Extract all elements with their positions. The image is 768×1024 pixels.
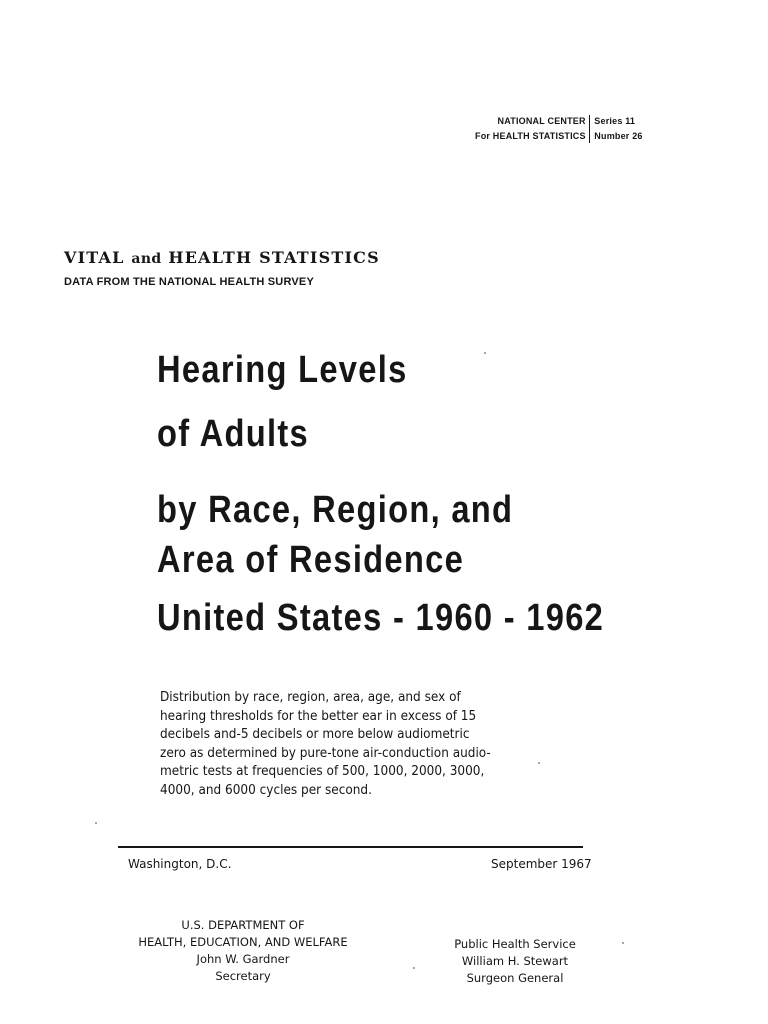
description-line: 4000, and 6000 cycles per second.: [160, 782, 372, 798]
masthead-health-statistics: HEALTH STATISTICS: [168, 248, 380, 267]
surgeon-general-title: Surgeon General: [466, 971, 564, 985]
department-line: U.S. DEPARTMENT OF: [181, 918, 305, 932]
publication-date: September 1967: [491, 857, 592, 871]
description: [160, 689, 540, 800]
description-line: zero as determined by pure-tone air-conduction audio-: [160, 745, 491, 761]
title-line-3: by Race, Region, and: [157, 489, 514, 531]
department-secretary-title: Secretary: [215, 969, 271, 983]
number-label: Number 26: [594, 131, 643, 141]
publisher-name: [475, 114, 589, 144]
department-secretary-name: John W. Gardner: [196, 952, 290, 966]
description-line: decibels and-5 decibels or more below audiometric: [160, 727, 470, 742]
department-block: [118, 917, 368, 985]
scan-speck: [538, 762, 540, 764]
title-line-1: Hearing Levels: [157, 349, 408, 391]
title-line-5: United States - 1960 - 1962: [157, 597, 605, 639]
department-line: HEALTH, EDUCATION, AND WELFARE: [138, 935, 348, 949]
scan-speck: [622, 942, 624, 944]
publisher-line-1: NATIONAL CENTER: [497, 116, 586, 126]
series-info: [590, 114, 642, 144]
surgeon-general-name: William H. Stewart: [461, 954, 569, 968]
title-line-4: Area of Residence: [157, 539, 465, 581]
scan-speck: [413, 967, 415, 969]
description-line: metric tests at frequencies of 500, 1000, 2000, 3000,: [160, 764, 485, 779]
series-label: Series 11: [594, 116, 636, 126]
publication-place: Washington, D.C.: [128, 857, 232, 871]
masthead-subtitle: DATA FROM THE NATIONAL HEALTH SURVEY: [64, 276, 315, 288]
masthead-vital: VITAL: [64, 248, 125, 267]
public-health-service-block: [440, 936, 590, 987]
service-name: Public Health Service: [454, 937, 576, 951]
publisher-line-2: For HEALTH STATISTICS: [475, 131, 586, 141]
masthead: [64, 248, 380, 267]
description-line: hearing thresholds for the better ear in excess of 15: [160, 708, 477, 724]
footer-rule: [118, 846, 583, 848]
scan-speck: [484, 352, 486, 354]
description-line: Distribution by race, region, area, age, and sex of: [160, 690, 461, 705]
masthead-and: and: [131, 251, 162, 267]
title-line-2: of Adults: [157, 413, 309, 455]
series-box: [475, 114, 643, 144]
scan-speck: [95, 822, 97, 824]
